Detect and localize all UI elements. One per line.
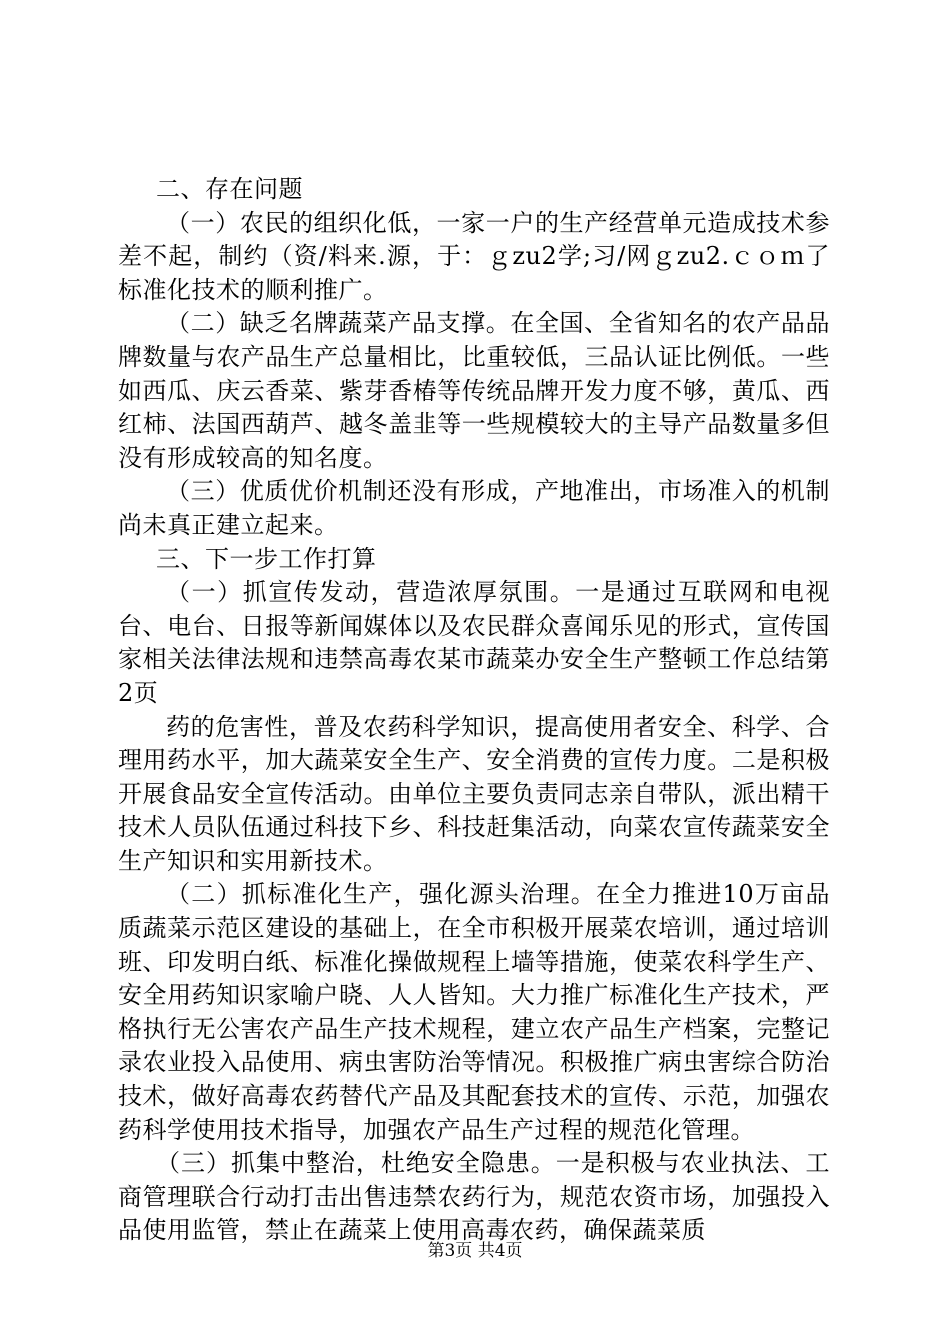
page-number: 第3页 共4页 [427, 1241, 523, 1261]
paragraph-problem-3: （三）优质优价机制还没有形成，产地准出，市场准入的机制尚未真正建立起来。 [118, 477, 830, 539]
section-heading-problems: 二、存在问题 [156, 175, 303, 203]
paragraph-plan-3: （三）抓集中整治，杜绝安全隐患。一是积极与农业执法、工商管理联合行动打击出售违禁农药行为，规范农资市场，加强投入品使用监管，禁止在蔬菜上使用高毒农药，确保蔬菜质 [118, 1149, 830, 1245]
section-heading-next-steps: 三、下一步工作打算 [156, 544, 377, 573]
page-footer [0, 1241, 950, 1261]
document-body [118, 173, 830, 1248]
paragraph-plan-1: （一）抓宣传发动，营造浓厚氛围。一是通过互联网和电视台、电台、日报等新闻媒体以及农民群众喜闻乐见的形式，宣传国家相关法律法规和违禁高毒农某市蔬菜办安全生产整顿工作总结第2页 [118, 578, 830, 707]
paragraph-problem-2: （二）缺乏名牌蔬菜产品支撑。在全国、全省知名的农产品品牌数量与农产品生产总量相比，比重较低，三品认证比例低。一些如西瓜、庆云香菜、紫芽香椿等传统品牌开发力度不够，黄瓜、西红柿、法国西葫芦、越冬盖韭等一些规模较大的主导产品数量多但没有形成较高的知名度。 [118, 309, 830, 472]
paragraph-plan-2: （二）抓标准化生产，强化源头治理。在全力推进10万亩品质蔬菜示范区建设的基础上，在全市积极开展菜农培训，通过培训班、印发明白纸、标准化操做规程上墙等措施，使菜农科学生产、安全用药知识家喻户晓、人人皆知。大力推广标准化生产技术，严格执行无公害农产品生产技术规程，建立农产品生产档案，完整记录农业投入品使用、病虫害防治等情况。积极推广病虫害综合防治技术，做好高毒农药替代产品及其配套技术的宣传、示范，加强农药科学使用技术指导，加强农产品生产过程的规范化管理。 [118, 880, 830, 1144]
paragraph-problem-1: （一）农民的组织化低，一家一户的生产经营单元造成技术参差不起，制约（资/料来.源，于：ｇzu2学;习/网ｇzu2.ｃｏｍ了标准化技术的顺利推广。 [118, 208, 830, 304]
paragraph-plan-1-continued: 药的危害性，普及农药科学知识，提高使用者安全、科学、合理用药水平，加大蔬菜安全生产、安全消费的宣传力度。二是积极开展食品安全宣传活动。由单位主要负责同志亲自带队，派出精干技术人员队伍通过科技下乡、科技赶集活动，向菜农宣传蔬菜安全生产知识和实用新技术。 [118, 712, 830, 875]
